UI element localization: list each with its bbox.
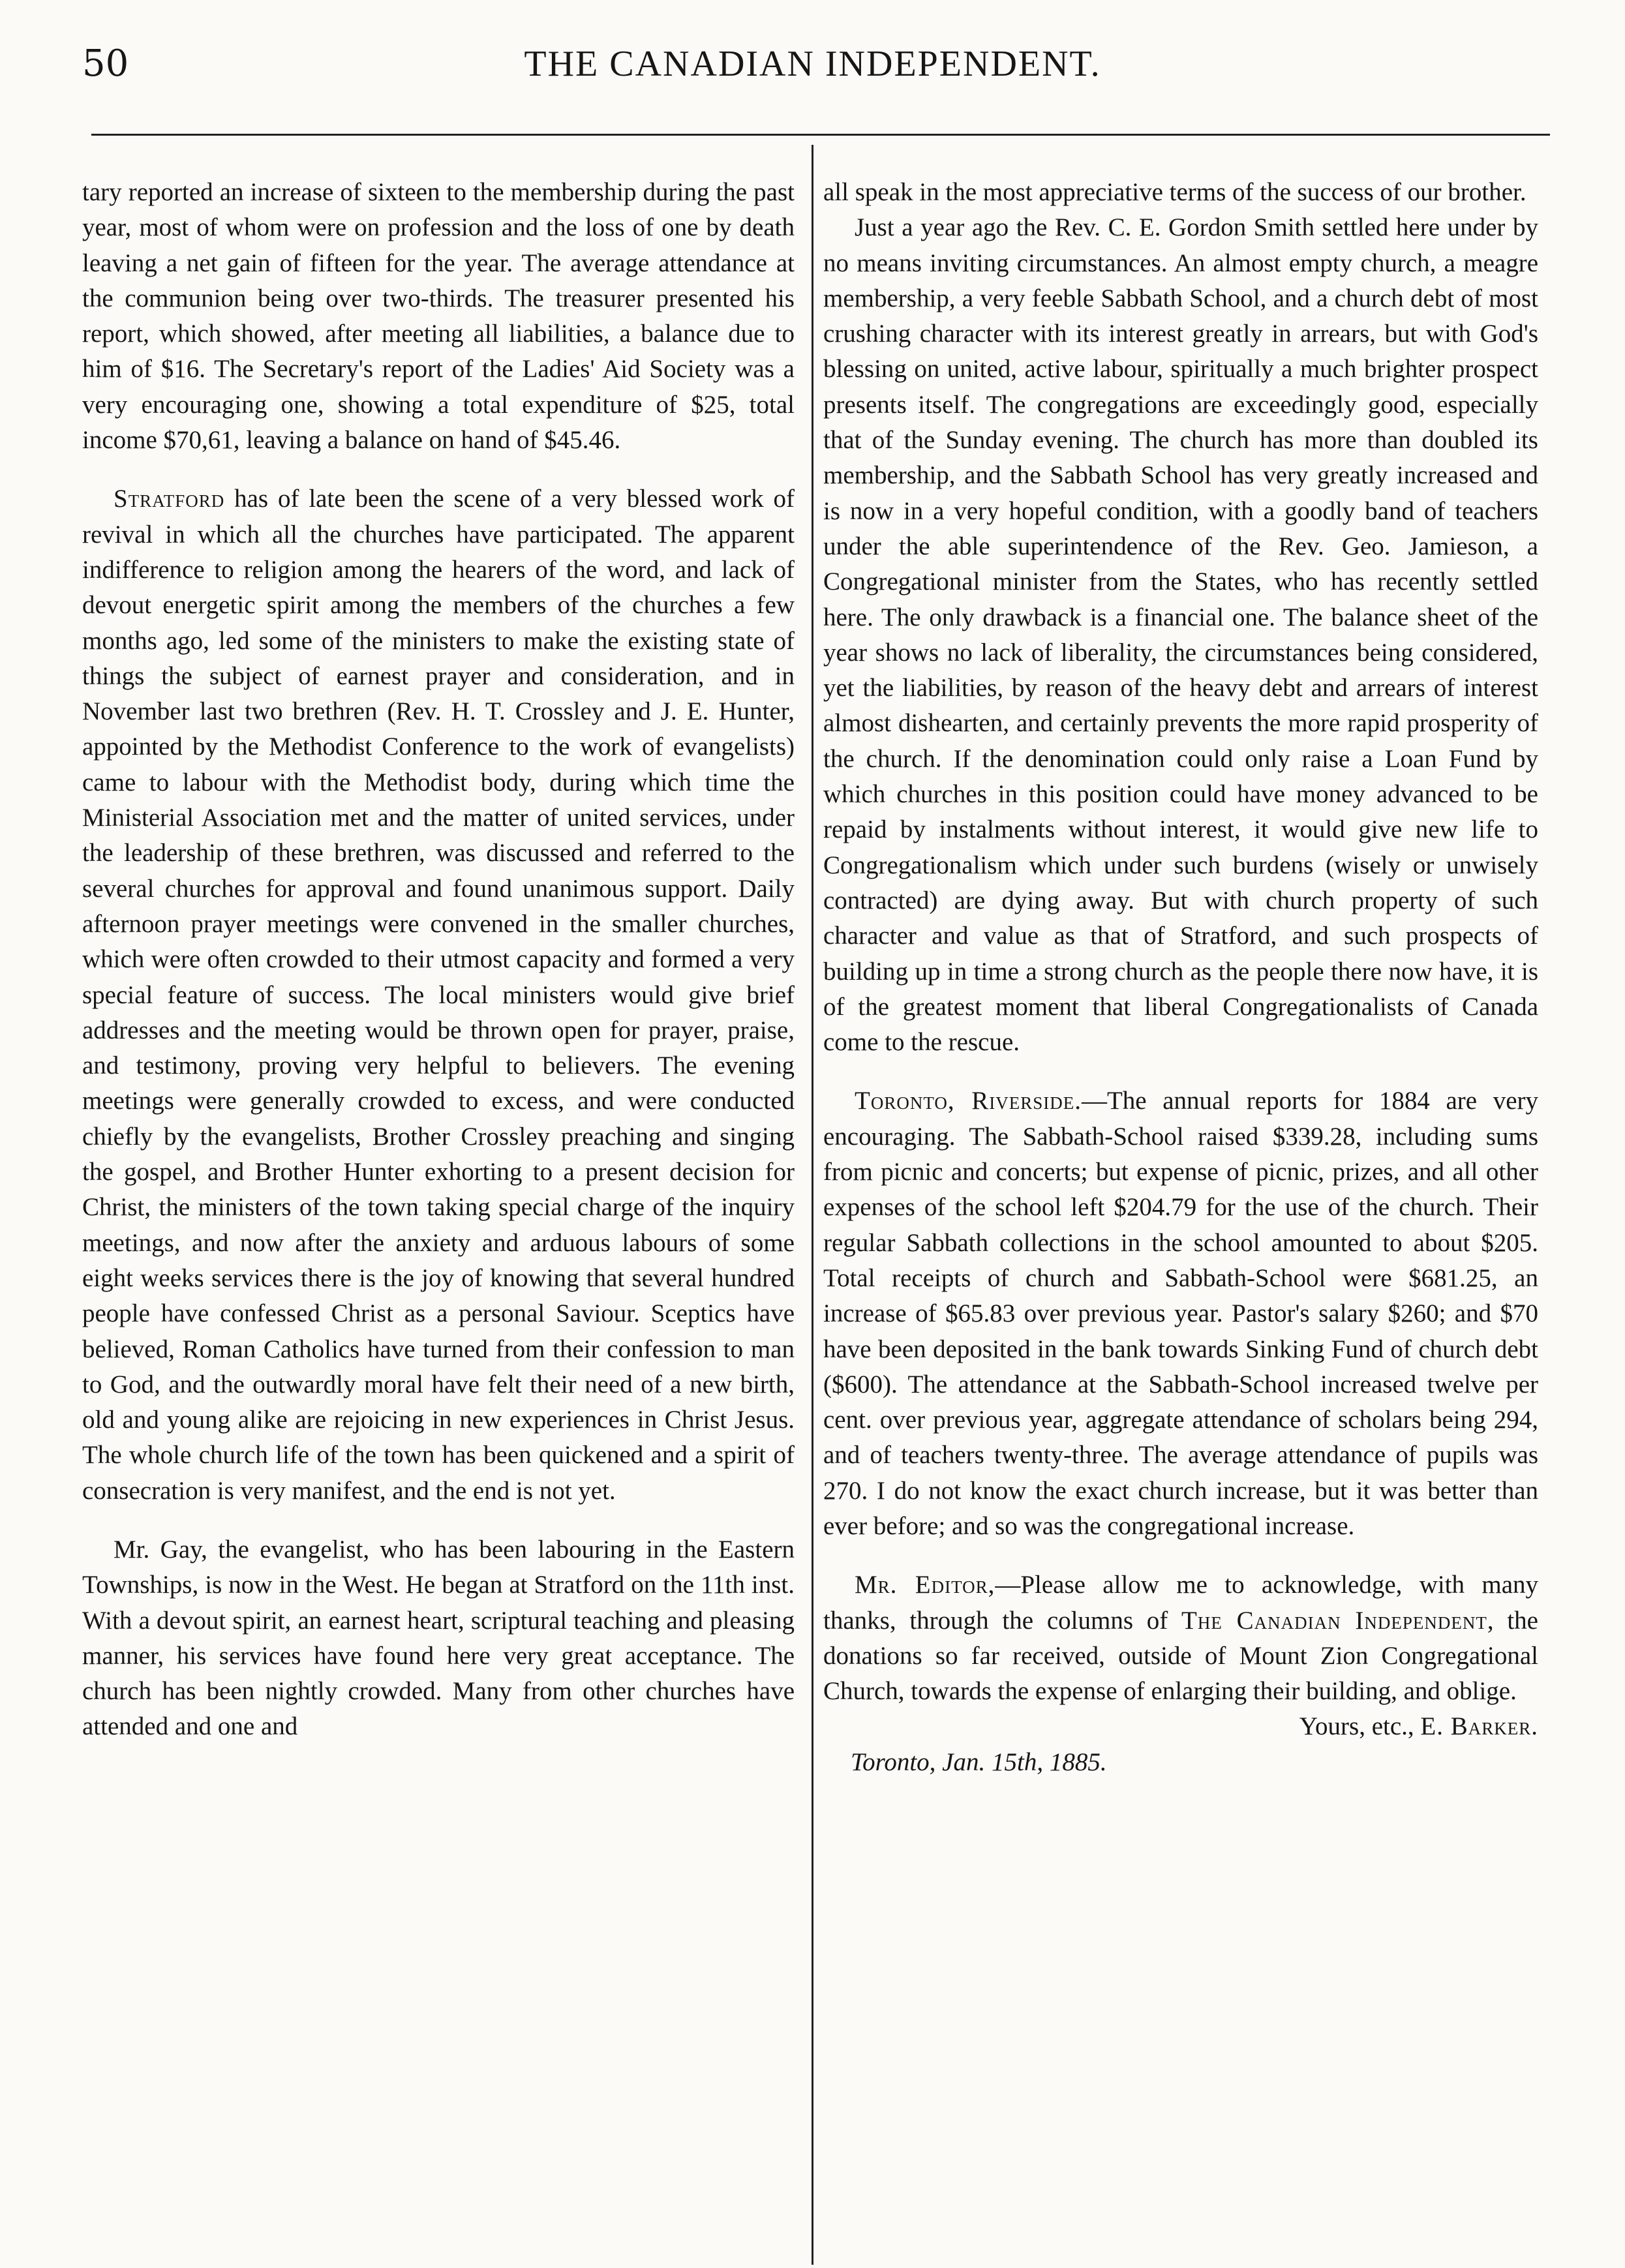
publication-title: THE CANADIAN INDEPENDENT.	[524, 44, 1101, 84]
paragraph-gordon-smith: Just a year ago the Rev. C. E. Gordon Smith settled here under by no means inviting circumstances. An almost empty church, a meagre membership, a very feeble Sabbath School, and a church debt of most crushing character with its interest greatly in arrears, but with God's blessing on united, active labour, spiritually a much brighter prospect presents itself. The congregations are exceedingly good, especially that of the Sunday evening. The church has more than doubled its membership, and the Sabbath School has very greatly increased and is now in a very hopeful condition, with a goodly band of teachers under the able superintendence of the Rev. Geo. Jamieson, a Congregational minister from the States, who has recently settled here. The only drawback is a financial one. The balance sheet of the year shows no lack of liberality, the circumstances being considered, yet the liabilities, by reason of the heavy debt and arrears of interest almost dishearten, and certainly prevents the more rapid prosperity of the church. If the denomination could only raise a Loan Fund by which churches in this position could have money advanced to be repaid by instalments without interest, it would give new life to Congregationalism which under such burdens (wisely or unwisely contracted) are dying away. But with church property of such character and value as that of Stratford, and such prospects of building up in time a strong church as the people there now have, it is of the greatest moment that liberal Congregationalists of Canada come to the rescue.	[823, 213, 1538, 1057]
signature: E. Barker.	[1420, 1712, 1538, 1741]
paragraph-letter-to-editor	[823, 1567, 1538, 1709]
section-lead-stratford: Stratford	[114, 485, 225, 513]
section-lead-mr-editor: Mr. Editor,	[855, 1571, 995, 1599]
paragraph-mr-gay: Mr. Gay, the evangelist, who has been labouring in the Eastern Townships, is now in the West. He began at Stratford on the 11th inst. With a devout spirit, an earnest heart, scriptural teaching and pleasing manner, his services have found here very great acceptance. The church has been nightly crowded. Many from other churches have attended and one and	[82, 1535, 795, 1741]
column-divider	[812, 145, 813, 2265]
header-rule	[91, 134, 1550, 136]
left-column	[82, 175, 795, 1745]
paragraph-body: has of late been the scene of a very blessed work of revival in which all the churches have participated. The apparent indifference to religion among the hearers of the word, and lack of devout energetic spirit among the members of the churches a few months ago, led some of the ministers to make the existing state of things the subject of earnest prayer and consideration, and in November last two brethren (Rev. H. T. Crossley and J. E. Hunter, appointed by the Methodist Conference to the work of evangelists) came to labour with the Methodist body, during which time the Ministerial Association met and the matter of united services, under the leadership of these brethren, was discussed and referred to the several churches for approval and found unanimous support. Daily afternoon prayer meetings were convened in the smaller churches, which were often crowded to their utmost capacity and formed a very special feature of success. The local ministers would give brief addresses and the meeting would be thrown open for prayer, praise, and testimony, proving very helpful to believers. The evening meetings were generally crowded to excess, and were conducted chiefly by the evangelists, Brother Crossley preaching and singing the gospel, and Brother Hunter exhorting to a present decision for Christ, the ministers of the town taking special charge of the inquiry meetings, and now after the anxiety and arduous labours of some eight weeks services there is the joy of knowing that several hundred people have confessed Christ as a personal Saviour. Sceptics have believed, Roman Catholics have turned from their confession to man to God, and the outwardly moral have felt their need of a new birth, old and young alike are rejoicing in new experiences in Christ Jesus. The whole church life of the town has been quickened and a spirit of consecration is very manifest, and the end is not yet.	[82, 485, 795, 1505]
right-column	[823, 175, 1538, 1780]
dateline: Toronto, Jan. 15th, 1885.	[851, 1747, 1107, 1776]
paragraph-body: , the donations so far received, outside of Mount Zion Congregational Church, towards the expense of enlarging their building, and oblige.	[823, 1606, 1538, 1706]
publication-name: The Canadian Independent	[1181, 1606, 1487, 1635]
paragraph-toronto-riverside	[823, 1083, 1538, 1544]
letter-closing	[823, 1709, 1538, 1744]
paragraph-membership-report: tary reported an increase of sixteen to the membership during the past year, most of whom were on profession and the loss of one by death leaving a net gain of fifteen for the year. The average attendance at the communion being over two-thirds. The treasurer presented his report, which showed, after meeting all liabilities, a balance due to him of $16. The Secretary's report of the Ladies' Aid Society was a very encouraging one, showing a total expenditure of $25, total income $70,61, leaving a balance on hand of $45.46.	[82, 178, 795, 455]
signoff: Yours, etc.,	[1299, 1712, 1414, 1741]
paragraph-continuation: all speak in the most appreciative terms of the success of our brother.	[823, 178, 1526, 206]
paragraph-body: —The annual reports for 1884 are very encouraging. The Sabbath-School raised $339.28, including sums from picnic and concerts; but expense of picnic, prizes, and all other expenses of the school left $204.79 for the use of the church. Their regular Sabbath collections in the school amounted to about $205. Total receipts of church and Sabbath-School were $681.25, an increase of $65.83 over previous year. Pastor's salary $260; and $70 have been deposited in the bank towards Sinking Fund of church debt ($600). The attendance at the Sabbath-School increased twelve per cent. over previous year, aggregate attendance of scholars being 294, and of teachers twenty-three. The average attendance of pupils was 270. I do not know the exact church increase, but it was better than ever before; and so was the congregational increase.	[823, 1087, 1538, 1540]
page-number: 50	[82, 42, 129, 85]
section-lead-toronto-riverside: Toronto, Riverside.	[855, 1087, 1082, 1115]
paragraph-stratford-revival	[82, 481, 795, 1509]
paragraph-body: —Please allow me to acknowledge, with many thanks, through the columns of	[823, 1571, 1539, 1635]
